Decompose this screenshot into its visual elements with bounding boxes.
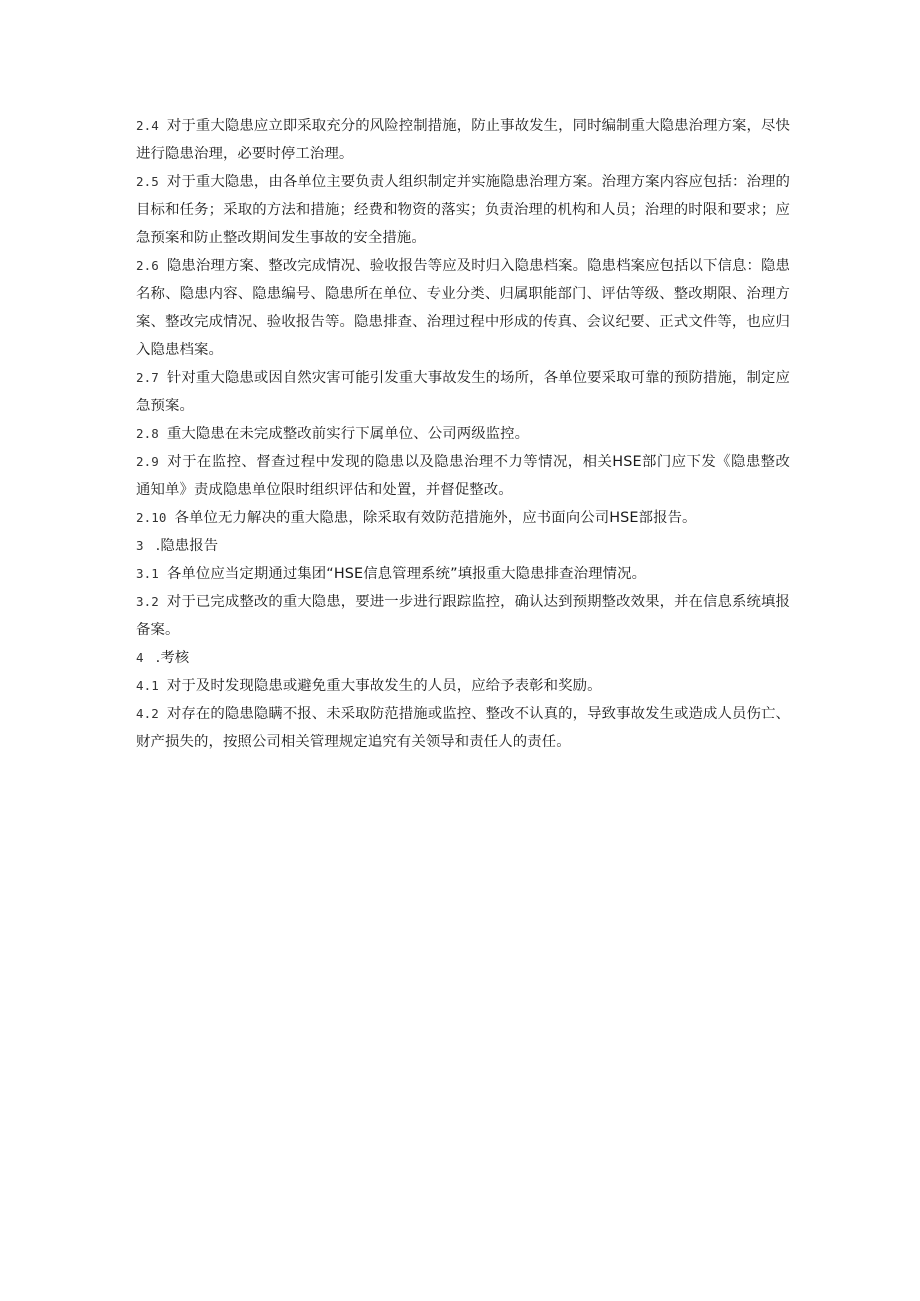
section-number: 3 (136, 538, 144, 553)
clause-2-7 (136, 364, 790, 420)
clause-text: 对于重大隐患，由各单位主要负责人组织制定并实施隐患治理方案。治理方案内容应包括：治理的目标和任务；采取的方法和措施；经费和物资的落实；负责治理的机构和人员；治理的时限和要求；应急预案和防止整改期间发生事故的安全措施。 (136, 174, 790, 246)
clause-number: 4.2 (136, 706, 159, 721)
section-number: 4 (136, 650, 144, 665)
clause-number: 2.8 (136, 426, 159, 441)
clause-number: 4.1 (136, 678, 159, 693)
clause-number: 2.5 (136, 174, 159, 189)
clause-number: 2.6 (136, 258, 159, 273)
clause-number: 2.7 (136, 370, 159, 385)
clause-2-5 (136, 168, 790, 252)
clause-2-9 (136, 448, 790, 504)
clause-2-8 (136, 420, 790, 448)
clause-text: 对于及时发现隐患或避免重大事故发生的人员，应给予表彰和奖励。 (166, 678, 602, 694)
clause-4-1 (136, 672, 790, 700)
clause-text: 各单位应当定期通过集团“HSE信息管理系统”填报重大隐患排查治理情况。 (166, 566, 647, 582)
clause-text: 对于重大隐患应立即采取充分的风险控制措施，防止事故发生，同时编制重大隐患治理方案，尽快进行隐患治理，必要时停工治理。 (136, 118, 790, 162)
clause-text: 对于已完成整改的重大隐患，要进一步进行跟踪监控，确认达到预期整改效果，并在信息系统填报备案。 (136, 594, 790, 638)
clause-number: 3.1 (136, 566, 159, 581)
clause-text: 各单位无力解决的重大隐患，除采取有效防范措施外，应书面向公司HSE部报告。 (174, 510, 697, 526)
section-heading-4 (136, 644, 790, 672)
clause-text: 重大隐患在未完成整改前实行下属单位、公司两级监控。 (166, 426, 530, 442)
clause-3-1 (136, 560, 790, 588)
section-title: .隐患报告 (155, 538, 219, 554)
clause-2-6 (136, 252, 790, 364)
clause-number: 3.2 (136, 594, 159, 609)
clause-text: 对存在的隐患隐瞒不报、未采取防范措施或监控、整改不认真的，导致事故发生或造成人员伤亡、财产损失的，按照公司相关管理规定追究有关领导和责任人的责任。 (136, 706, 790, 750)
clause-2-4 (136, 112, 790, 168)
clause-4-2 (136, 700, 790, 756)
clause-3-2 (136, 588, 790, 644)
clause-number: 2.9 (136, 454, 159, 469)
document-body (136, 112, 790, 756)
clause-number: 2.10 (136, 510, 167, 525)
clause-number: 2.4 (136, 118, 159, 133)
section-title: .考核 (155, 650, 190, 666)
clause-2-10 (136, 504, 790, 532)
clause-text: 针对重大隐患或因自然灾害可能引发重大事故发生的场所，各单位要采取可靠的预防措施，制定应急预案。 (136, 370, 790, 414)
clause-text: 对于在监控、督查过程中发现的隐患以及隐患治理不力等情况，相关HSE部门应下发《隐患整改通知单》责成隐患单位限时组织评估和处置，并督促整改。 (136, 454, 790, 498)
clause-text: 隐患治理方案、整改完成情况、验收报告等应及时归入隐患档案。隐患档案应包括以下信息：隐患名称、隐患内容、隐患编号、隐患所在单位、专业分类、归属职能部门、评估等级、整改期限、治理方案、整改完成情况、验收报告等。隐患排查、治理过程中形成的传真、会议纪要、正式文件等，也应归入隐患档案。 (136, 258, 790, 358)
section-heading-3 (136, 532, 790, 560)
